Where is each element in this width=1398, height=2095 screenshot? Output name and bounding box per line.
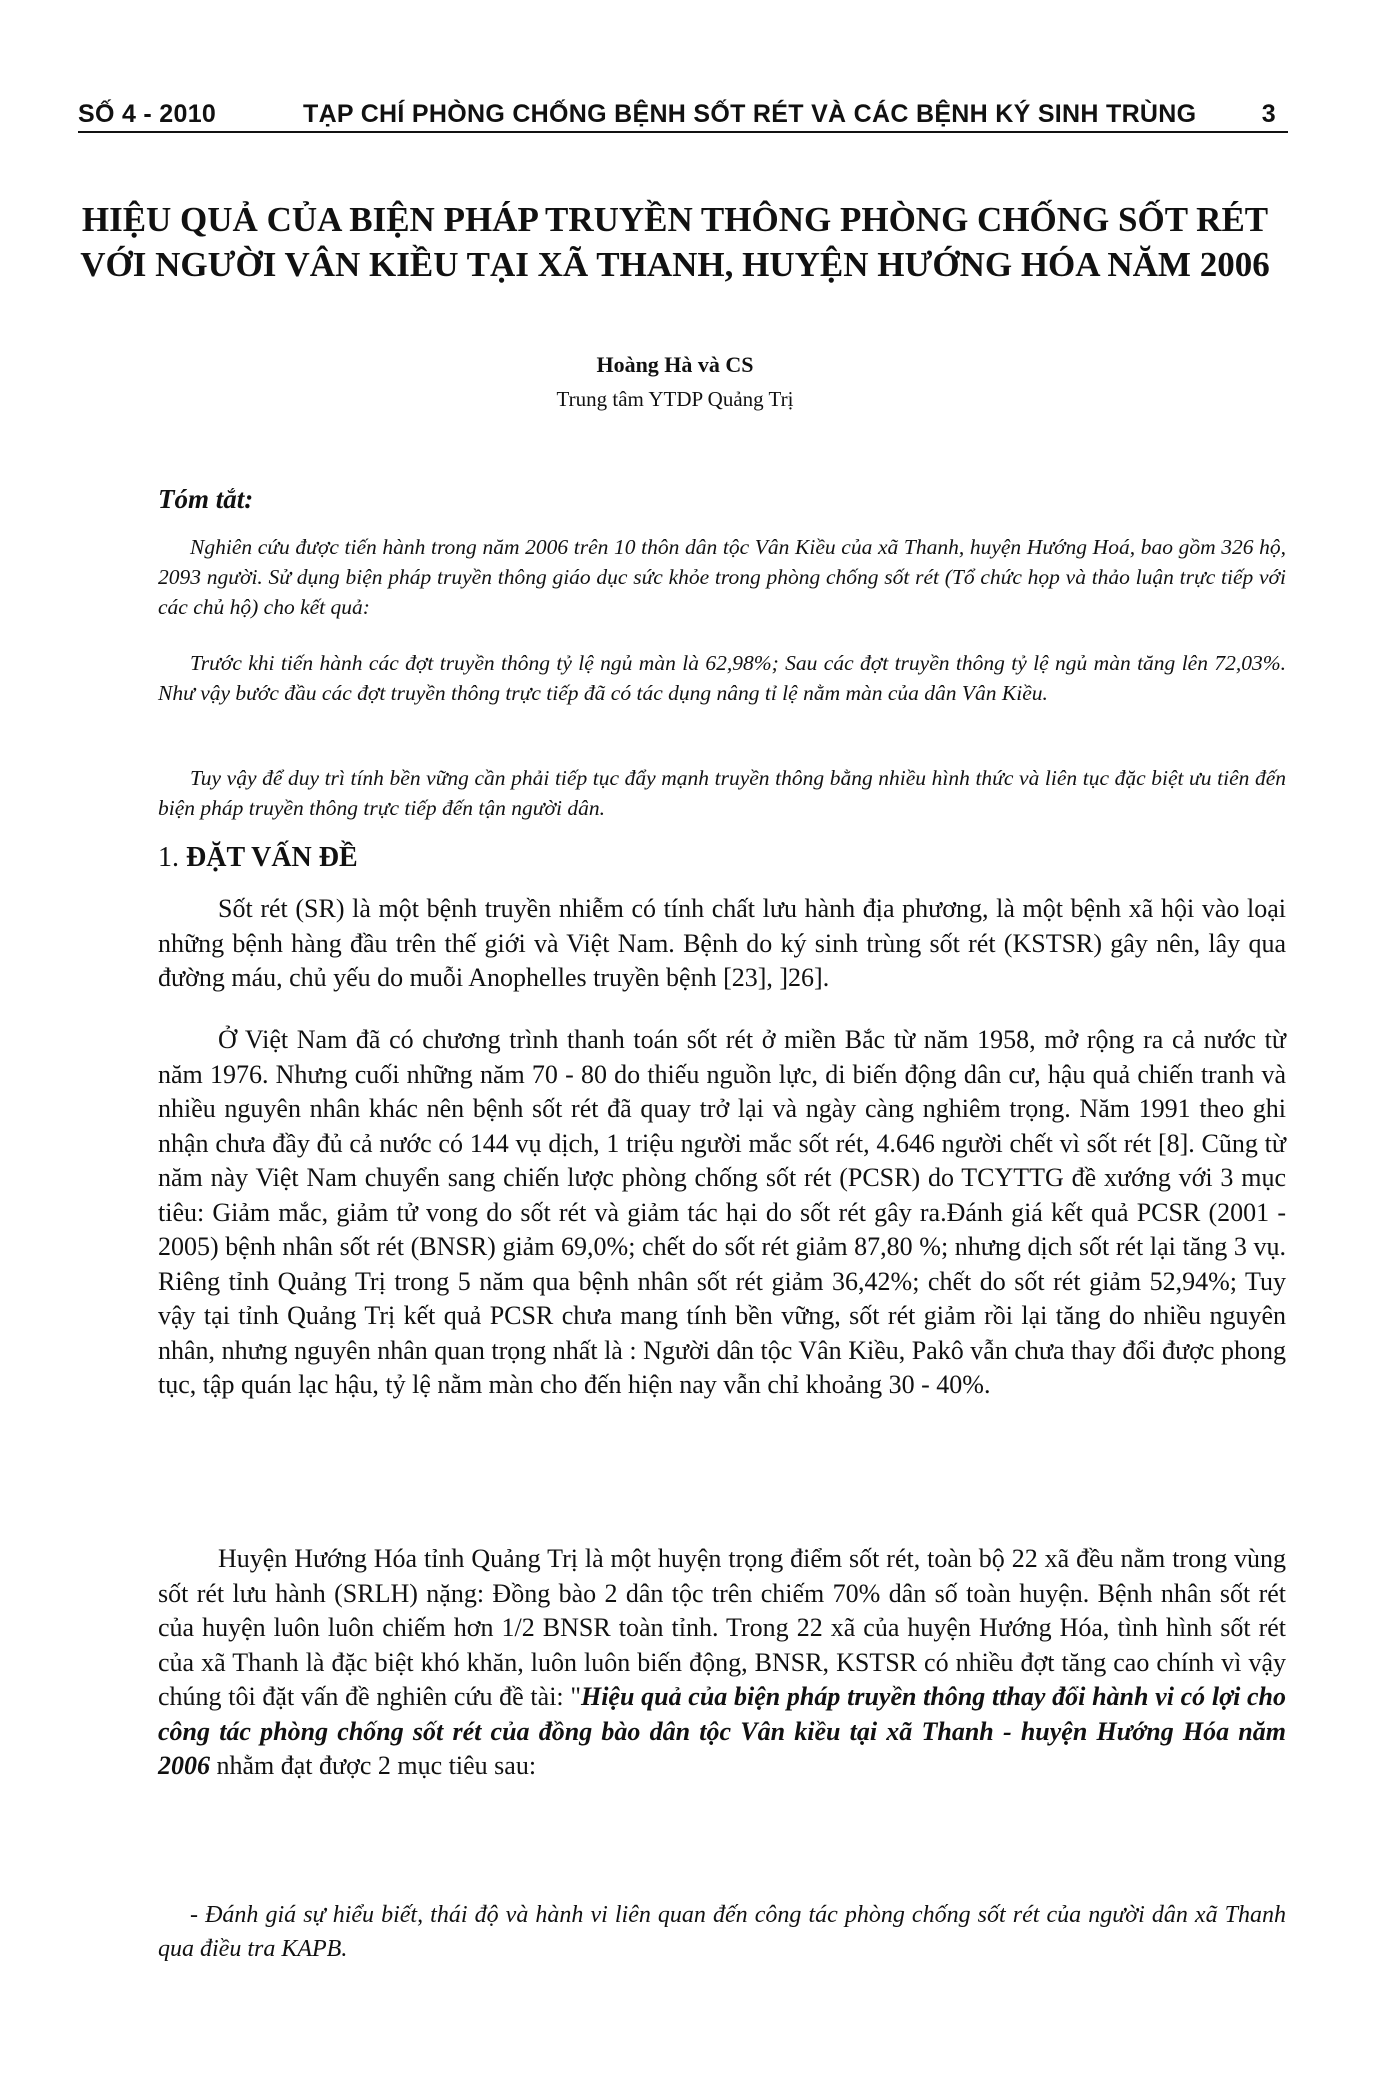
abstract-paragraph-3: Tuy vậy để duy trì tính bền vững cần phải tiếp tục đẩy mạnh truyền thông bằng nhiều hình thức và liên tục đặc biệt ưu tiên đến biện pháp truyền thông trực tiếp đến tận người dân. (158, 766, 1286, 820)
journal-title: TẠP CHÍ PHÒNG CHỐNG BỆNH SỐT RÉT VÀ CÁC BỆNH KÝ SINH TRÙNG (303, 100, 1197, 128)
abstract-heading: Tóm tắt: (158, 484, 254, 514)
page-number: 3 (1261, 100, 1276, 128)
abstract-paragraph-1: Nghiên cứu được tiến hành trong năm 2006 trên 10 thôn dân tộc Vân Kiều của xã Thanh, huyện Hướng Hoá, bao gồm 326 hộ, 2093 người. Sử dụng biện pháp truyền thông giáo dục sức khỏe trong phòng chống sốt rét (Tổ chức họp và thảo luận trực tiếp với các chủ hộ) cho kết quả: (158, 535, 1286, 619)
abstract-paragraph-2: Trước khi tiến hành các đợt truyền thông tỷ lệ ngủ màn là 62,98%; Sau các đợt truyền thông tỷ lệ ngủ màn tăng lên 72,03%. Như vậy bước đầu các đợt truyền thông trực tiếp đã có tác dụng nâng tỉ lệ nằm màn của dân Vân Kiều. (158, 651, 1286, 705)
study-title-emphasis: Hiệu quả của biện pháp truyền thông tthay đổi hành vi có lợi cho công tác phòng chống sốt rét của đồng bào dân tộc Vân kiều tại xã Thanh - huyện Hướng Hóa năm 2006 (158, 1682, 1286, 1780)
body-paragraph-1: Sốt rét (SR) là một bệnh truyền nhiễm có tính chất lưu hành địa phương, là một bệnh xã hội vào loại những bệnh hàng đầu trên thế giới và Việt Nam. Bệnh do ký sinh trùng sốt rét (KSTSR) gây nên, lây qua đường máu, chủ yếu do muỗi Anophelles truyền bệnh [23], ]26]. (158, 894, 1286, 992)
section-heading (158, 842, 358, 874)
objective-item: - Đánh giá sự hiểu biết, thái độ và hành vi liên quan đến công tác phòng chống sốt rét của người dân xã Thanh qua điều tra KAPB. (158, 1902, 1286, 1962)
article-affiliation: Trung tâm YTDP Quảng Trị (556, 387, 794, 411)
section-number: 1. (158, 842, 179, 873)
paragraph-lead-text: Huyện Hướng Hóa tỉnh Quảng Trị là một huyện trọng điểm sốt rét, toàn bộ 22 xã đều nằm trong vùng sốt rét lưu hành (SRLH) nặng: Đồng bào 2 dân tộc trên chiếm 70% dân số toàn huyện. Bệnh nhân sốt rét của huyện luôn luôn chiếm hơn 1/2 BNSR toàn tỉnh. Trong 22 xã của huyện Hướng Hóa, tình hình sốt rét của xã Thanh là đặc biệt khó khăn, luôn luôn biến động, BNSR, KSTSR có nhiều đợt tăng cao chính vì vậy chúng tôi đặt vấn đề nghiên cứu đề tài: " (158, 1544, 1286, 1711)
article-authors: Hoàng Hà và CS (596, 352, 754, 377)
body-paragraph-2: Ở Việt Nam đã có chương trình thanh toán sốt rét ở miền Bắc từ năm 1958, mở rộng ra cả nước từ năm 1976. Nhưng cuối những năm 70 - 80 do thiếu nguồn lực, di biến động dân cư, hậu quả chiến tranh và nhiều nguyên nhân khác nên bệnh sốt rét đã quay trở lại và ngày càng nghiêm trọng. Năm 1991 theo ghi nhận chưa đầy đủ cả nước có 144 vụ dịch, 1 triệu người mắc sốt rét, 4.646 người chết vì sốt rét [8]. Cũng từ năm này Việt Nam chuyển sang chiến lược phòng chống sốt rét (PCSR) do TCYTTG đề xướng với 3 mục tiêu: Giảm mắc, giảm tử vong do sốt rét và giảm tác hại do sốt rét gây ra.Đánh giá kết quả PCSR (2001 - 2005) bệnh nhân sốt rét (BNSR) giảm 69,0%; chết do sốt rét giảm 87,80 %; nhưng dịch sốt rét lại tăng 3 vụ. Riêng tỉnh Quảng Trị trong 5 năm qua bệnh nhân sốt rét giảm 36,42%; chết do sốt rét giảm 52,94%; Tuy vậy tại tỉnh Quảng Trị kết quả PCSR chưa mang tính bền vững, sốt rét giảm rồi lại tăng do nhiều nguyên nhân, nhưng nguyên nhân quan trọng nhất là : Người dân tộc Vân Kiều, Pakô vẫn chưa thay đổi được phong tục, tập quán lạc hậu, tỷ lệ nằm màn cho đến hiện nay vẫn chỉ khoảng 30 - 40%. (158, 1025, 1286, 1399)
section-title: ĐẶT VẤN ĐỀ (186, 842, 358, 873)
issue-number: SỐ 4 - 2010 (78, 100, 217, 128)
body-paragraph-3 (158, 1542, 1286, 1784)
paragraph-tail-text: nhằm đạt được 2 mục tiêu sau: (210, 1751, 537, 1780)
article-title: HIỆU QUẢ CỦA BIỆN PHÁP TRUYỀN THÔNG PHÒNG CHỐNG SỐT RÉT VỚI NGƯỜI VÂN KIỀU TẠI XÃ THANH, HUYỆN HƯỚNG HÓA NĂM 2006 (80, 200, 1270, 284)
running-header (78, 100, 1288, 133)
